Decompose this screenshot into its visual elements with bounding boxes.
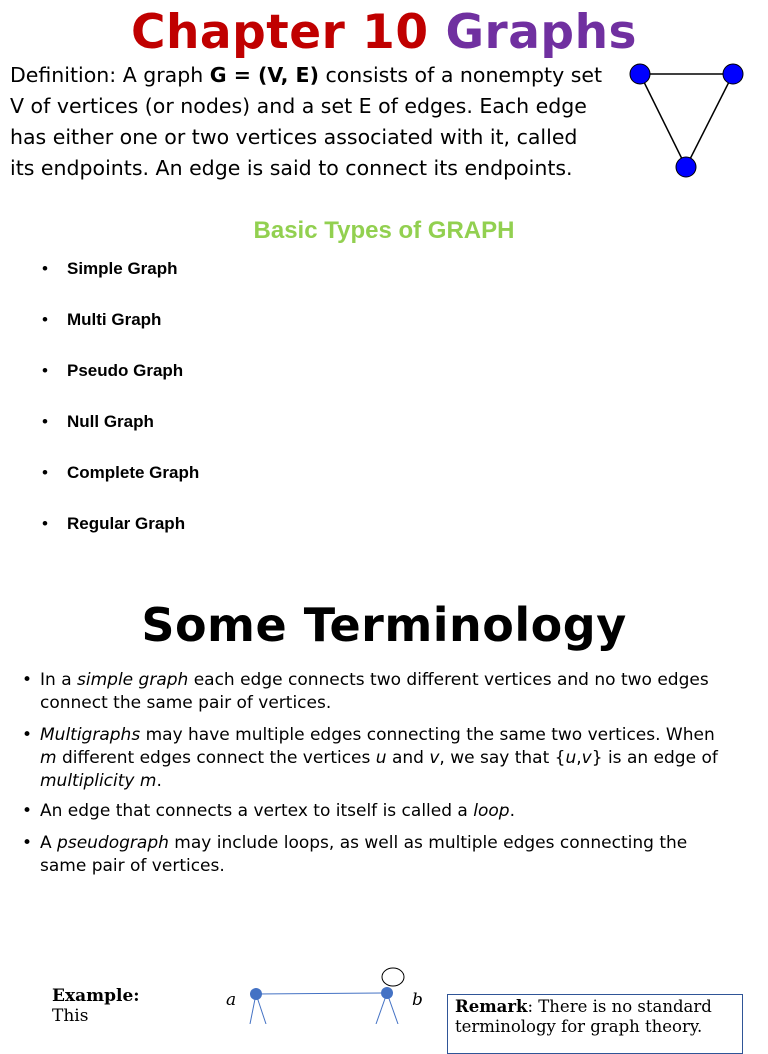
remark-box: Remark: There is no standard terminology for graph theory.: [447, 994, 743, 1054]
definition-line-4: its endpoints. An edge is said to connect its endpoints.: [10, 156, 573, 180]
edge-ab: [256, 993, 387, 994]
vertex-bottom: [676, 157, 696, 177]
triangle-graph-diagram: [618, 54, 750, 184]
example-text: [52, 986, 140, 1026]
list-item: • Pseudo Graph: [42, 361, 184, 380]
vertex-right: [723, 64, 743, 84]
list-item: • Regular Graph: [42, 514, 186, 533]
list-item: • Null Graph: [42, 412, 154, 431]
example-graph-diagram: [220, 962, 435, 1024]
list-item: • Multi Graph: [42, 310, 162, 329]
definition-line-2: V of vertices (or nodes) and a set E of edges. Each edge: [10, 94, 587, 118]
vertex-label-b: b: [412, 990, 423, 1010]
definition-line-3: has either one or two vertices associated with it, called: [10, 125, 578, 149]
types-heading: Basic Types of GRAPH: [253, 217, 515, 244]
graph-notation: G = (V, E): [209, 63, 319, 87]
vertex-label-a: a: [226, 990, 237, 1010]
terminology-item-pseudograph: • A pseudograph may include loops, as well as multiple edges connecting the same pair of vertices.: [22, 833, 688, 876]
terminology-item-multigraphs: • Multigraphs may have multiple edges connecting the same two vertices. When m different edges connect the vertices u and v, we say that {u,v} is an edge of multiplicity m.: [22, 725, 718, 791]
example-label: Example:: [52, 986, 140, 1006]
vertex-a: [250, 988, 262, 1000]
remark-label: Remark: [455, 997, 528, 1016]
edge-left: [640, 74, 686, 167]
terminology-item-loop: • An edge that connects a vertex to itself is called a loop.: [22, 801, 515, 821]
definition-line-1: Definition: A graph G = (V, E) consists of a nonempty set: [10, 63, 603, 87]
list-item: • Complete Graph: [42, 463, 200, 482]
vertex-left: [630, 64, 650, 84]
title-chapter: Chapter 10: [130, 5, 446, 60]
definition-paragraph: [10, 60, 610, 184]
edge-right: [686, 74, 733, 167]
list-item: • Simple Graph: [42, 259, 178, 278]
terminology-item-simple-graph: • In a simple graph each edge connects two different vertices and no two edges connect the same pair of vertices.: [22, 670, 709, 713]
terminology-heading: Some Terminology: [141, 598, 627, 652]
loop-edge: [382, 968, 404, 986]
example-body: This: [52, 1006, 89, 1026]
vertex-b: [381, 987, 393, 999]
title-graphs: Graphs: [445, 5, 638, 60]
